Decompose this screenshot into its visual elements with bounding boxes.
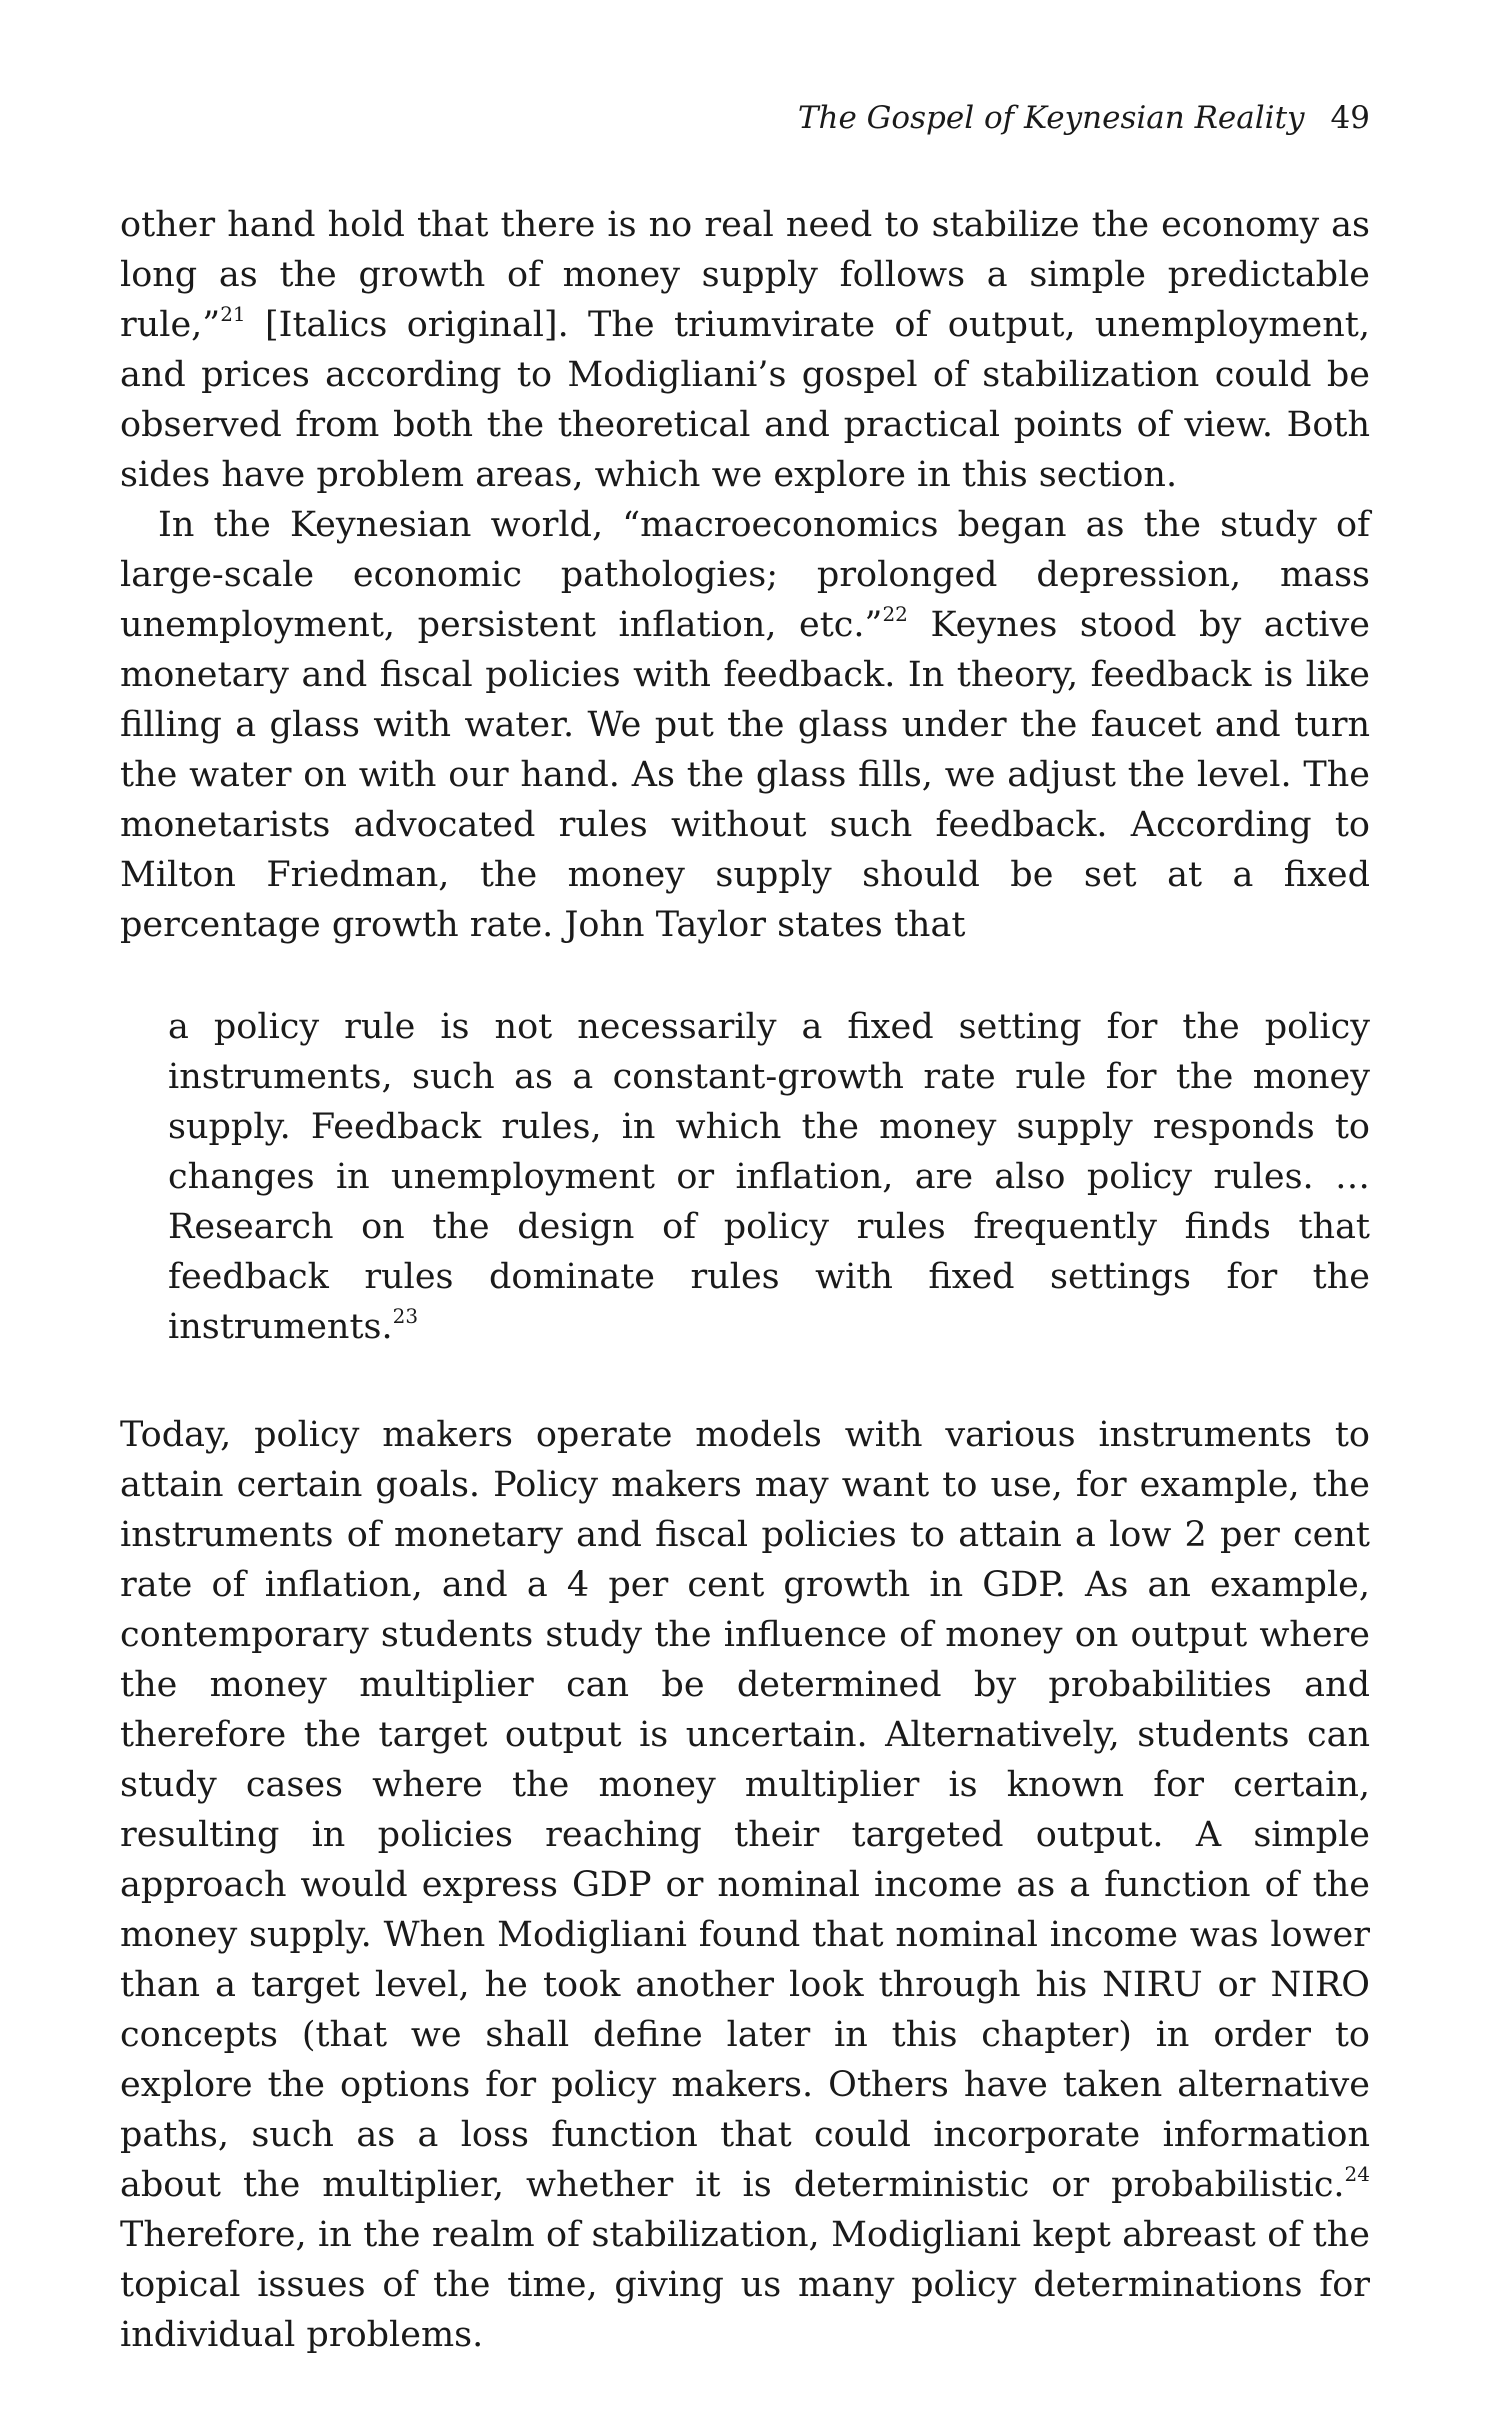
paragraph-text-continued: [Italics original]. The triumvirate of output, unemployment, and prices according to Modigliani’s gospel of stabilization could be observed from both the theoretical and practical points of view. Both sides have problem areas, which we explore in this section. [120, 305, 1370, 495]
footnote-ref-21: 21 [220, 302, 246, 327]
running-title: The Gospel of Keynesian Reality [797, 100, 1305, 136]
footnote-ref-22: 22 [882, 602, 908, 627]
paragraph-continued [120, 200, 1370, 500]
book-page [120, 100, 1370, 2360]
footnote-ref-24: 24 [1344, 2162, 1370, 2187]
quote-text: a policy rule is not necessarily a fixed setting for the policy instruments, such as a constant-growth rate rule for the money supply. Feedback rules, in which the money supply responds to changes in unemployment or inflation, are also policy rules. … Research on the design of policy rules frequently finds that feedback rules dominate rules with fixed settings for the instruments. [168, 1007, 1370, 1347]
paragraph-text: other hand hold that there is no real need to stabilize the economy as long as the growth of money supply follows a simple predictable rule,” [120, 205, 1370, 345]
block-quote-taylor [168, 1002, 1370, 1352]
paragraph-text-continued: Keynes stood by active monetary and fiscal policies with feedback. In theory, feedback is like filling a glass with water. We put the glass under the faucet and turn the water on with our hand. As the glass fills, we adjust the level. The monetarists advocated rules without such feedback. According to Milton Friedman, the money supply should be set at a fixed percentage growth rate. John Taylor states that [120, 605, 1370, 945]
paragraph-text: In the Keynesian world, “macroeconomics began as the study of large-scale economic pathologies; prolonged depression, mass unemployment, persistent inflation, etc.” [120, 505, 1370, 645]
paragraph-text-continued: Therefore, in the realm of stabilization, Modigliani kept abreast of the topical issues of the time, giving us many policy determinations for individual problems. [120, 2215, 1370, 2355]
footnote-ref-23: 23 [392, 1304, 419, 1329]
paragraph-keynesian-world [120, 500, 1370, 950]
page-number: 49 [1330, 100, 1370, 136]
running-header [120, 100, 1370, 156]
body-text [120, 200, 1370, 2360]
paragraph-policy-makers [120, 1410, 1370, 2360]
paragraph-text: Today, policy makers operate models with various instruments to attain certain goals. Policy makers may want to use, for example, the instruments of monetary and fiscal policies to attain a low 2 per cent rate of inflation, and a 4 per cent growth in GDP. As an example, contemporary students study the influence of money on output where the money multiplier can be determined by probabilities and therefore the target output is uncertain. Alternatively, students can study cases where the money multiplier is known for certain, resulting in policies reaching their targeted output. A simple approach would express GDP or nominal income as a function of the money supply. When Modigliani found that nominal income was lower than a target level, he took another look through his NIRU or NIRO concepts (that we shall define later in this chapter) in order to explore the options for policy makers. Others have taken alternative paths, such as a loss function that could incorporate information about the multiplier, whether it is deterministic or probabilistic. [120, 1415, 1370, 2205]
